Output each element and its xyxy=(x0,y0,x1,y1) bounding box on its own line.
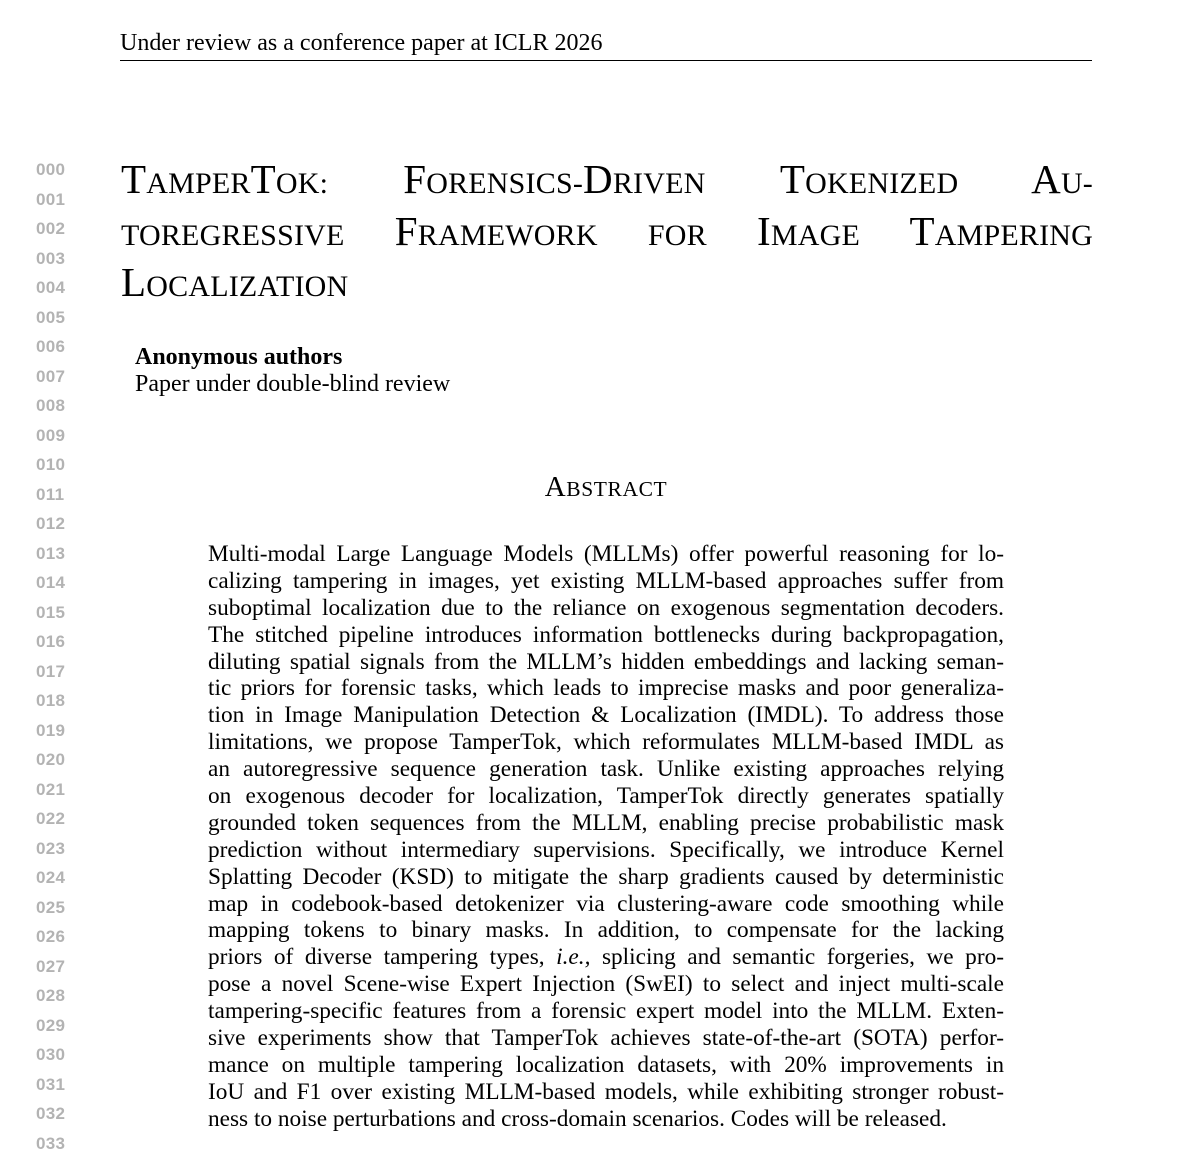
line-number: 010 xyxy=(36,455,66,474)
abstract-line: on exogenous decoder for localization, TamperTok directly generates spatially xyxy=(208,783,1004,810)
line-number: 023 xyxy=(36,838,66,858)
running-header-text: Under review as a conference paper at ICLR 2026 xyxy=(120,30,603,56)
line-number: 033 xyxy=(36,1133,66,1153)
line-number: 027 xyxy=(36,956,66,976)
abstract-line: an autoregressive sequence generation task. Unlike existing approaches relying xyxy=(208,756,1004,783)
title-word: TOKENIZED xyxy=(779,156,959,202)
abstract-body xyxy=(208,541,1004,1133)
title-word: IMAGE xyxy=(757,207,861,254)
abstract-line: The stitched pipeline introduces information bottlenecks during backpropagation, xyxy=(208,621,1004,648)
title-word: FOR xyxy=(647,218,707,252)
abstract-heading: ABSTRACT xyxy=(544,471,668,503)
line-number: 003 xyxy=(36,248,66,268)
line-number: 002 xyxy=(36,219,66,238)
line-number: 012 xyxy=(36,514,66,533)
line-number-gutter xyxy=(0,0,70,1159)
line-number: 020 xyxy=(36,750,66,769)
abstract-line: tic priors for forensic tasks, which leads to imprecise masks and poor generaliza- xyxy=(208,675,1004,702)
line-number: 014 xyxy=(36,573,66,592)
title-word: AU- xyxy=(1031,156,1093,202)
line-number: 000 xyxy=(36,160,66,179)
abstract-line-with-italic: priors of diverse tampering types, i.e., splicing and semantic forgeries, we pro- xyxy=(208,944,1004,971)
line-number: 019 xyxy=(36,720,66,740)
abstract-line: diluting spatial signals from the MLLM’s hidden embeddings and lacking seman- xyxy=(208,648,1004,675)
abstract-line: calizing tampering in images, yet existing MLLM-based approaches suffer from xyxy=(208,567,1004,594)
abstract-line: mance on multiple tampering localization datasets, with 20% improvements in xyxy=(208,1051,1004,1078)
line-number: 011 xyxy=(36,484,65,504)
line-number: 008 xyxy=(36,396,66,415)
title-line-2 xyxy=(121,208,1093,260)
title-line-3 xyxy=(121,259,1093,311)
author-block xyxy=(135,344,450,398)
abstract-line: tampering-specific features from a forensic expert model into the MLLM. Exten- xyxy=(208,998,1004,1025)
abstract-line: tion in Image Manipulation Detection & Localization (IMDL). To address those xyxy=(208,702,1004,729)
line-number: 015 xyxy=(36,602,66,622)
line-number: 026 xyxy=(36,927,66,946)
abstract-line: mapping tokens to binary masks. In addition, to compensate for the lacking xyxy=(208,917,1004,944)
running-header xyxy=(120,30,1092,61)
paper-title xyxy=(121,156,1093,311)
line-number: 009 xyxy=(36,425,66,445)
abstract-line: pose a novel Scene-wise Expert Injection (SwEI) to select and inject multi-scale xyxy=(208,971,1004,998)
abstract-line: IoU and F1 over existing MLLM-based models, while exhibiting stronger robust- xyxy=(208,1078,1004,1105)
abstract-line: Splatting Decoder (KSD) to mitigate the sharp gradients caused by deterministic xyxy=(208,863,1004,890)
title-line-1 xyxy=(121,156,1093,208)
line-number: 030 xyxy=(36,1045,66,1064)
title-word: TAMPERTOK: xyxy=(121,156,329,202)
line-number: 031 xyxy=(36,1074,66,1094)
abstract-line: sive experiments show that TamperTok achieves state-of-the-art (SOTA) perfor- xyxy=(208,1025,1004,1052)
line-number: 024 xyxy=(36,868,66,887)
line-number: 017 xyxy=(36,661,66,681)
line-number: 022 xyxy=(36,809,66,828)
title-word: LOCALIZATION xyxy=(121,259,349,305)
title-word: TOREGRESSIVE xyxy=(121,218,345,252)
line-number: 018 xyxy=(36,691,66,710)
abstract-line: grounded token sequences from the MLLM, enabling precise probabilistic mask xyxy=(208,809,1004,836)
line-number: 007 xyxy=(36,366,66,386)
abstract-line: map in codebook-based detokenizer via clustering-aware code smoothing while xyxy=(208,890,1004,917)
line-number: 025 xyxy=(36,897,66,917)
line-number: 013 xyxy=(36,543,66,563)
abstract-line: suboptimal localization due to the reliance on exogenous segmentation decoders. xyxy=(208,594,1004,621)
abstract-line: limitations, we propose TamperTok, which reformulates MLLM-based IMDL as xyxy=(208,729,1004,756)
line-number: 029 xyxy=(36,1015,66,1035)
title-word: FRAMEWORK xyxy=(394,207,598,254)
author-name: Anonymous authors xyxy=(135,344,343,370)
line-number: 005 xyxy=(36,307,66,327)
line-number: 001 xyxy=(36,189,66,209)
line-number: 004 xyxy=(36,278,66,297)
line-number: 016 xyxy=(36,632,66,651)
line-number: 021 xyxy=(36,779,66,799)
title-word: FORENSICS-DRIVEN xyxy=(403,156,706,202)
line-number: 032 xyxy=(36,1104,66,1123)
line-number: 028 xyxy=(36,986,66,1005)
line-number: 006 xyxy=(36,337,66,356)
abstract-line: prediction without intermediary supervisions. Specifically, we introduce Kernel xyxy=(208,836,1004,863)
title-word: TAMPERING xyxy=(909,207,1094,254)
abstract-line: ness to noise perturbations and cross-domain scenarios. Codes will be released. xyxy=(208,1105,947,1132)
italic-ie: i.e., xyxy=(556,944,591,971)
author-note: Paper under double-blind review xyxy=(135,371,451,397)
abstract-line: Multi-modal Large Language Models (MLLMs) offer powerful reasoning for lo- xyxy=(208,541,1004,567)
